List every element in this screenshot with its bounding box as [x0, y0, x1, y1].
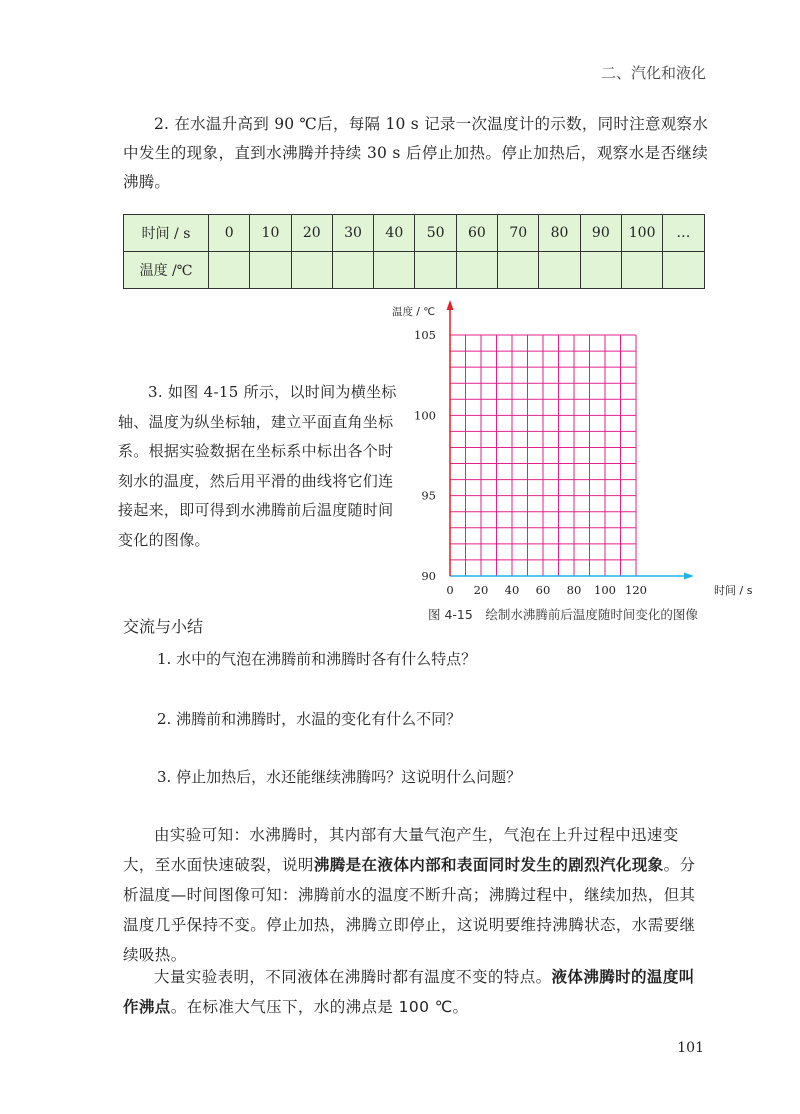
table-cell-time: 50 [415, 215, 456, 252]
x-tick-label: 0 [446, 583, 454, 597]
table-cell-time: 0 [209, 215, 250, 252]
boiling-definition: 沸腾是在液体内部和表面同时发生的剧烈汽化现象 [313, 856, 664, 874]
y-tick-label: 105 [414, 328, 436, 342]
table-cell-time: … [663, 215, 704, 252]
figure-caption: 图 4-15 绘制水沸腾前后温度随时间变化的图像 [428, 607, 698, 622]
table-cell-empty [250, 252, 291, 289]
table-row-time [124, 215, 705, 252]
x-tick-label: 40 [504, 583, 520, 597]
table-cell-time: 100 [621, 215, 662, 252]
data-table [123, 214, 705, 289]
conclusion-text: 由实验可知：水沸腾时，其内部有大量气泡产生，气泡在上升过程中迅速变大，至水面快速破裂，说明 [123, 826, 679, 874]
table-cell-time: 30 [332, 215, 373, 252]
table-row-label: 温度 /℃ [124, 252, 209, 289]
table-cell-empty [209, 252, 250, 289]
final-text: 。在标准大气压下，水的沸点是 100 ℃。 [170, 998, 469, 1016]
page-number: 101 [677, 1040, 704, 1056]
table-cell-time: 40 [374, 215, 415, 252]
x-tick-label: 60 [535, 583, 551, 597]
table-row-label: 时间 / s [124, 215, 209, 252]
y-axis-arrow [447, 300, 454, 310]
chart-labels [392, 305, 753, 597]
x-axis-title: 时间 / s [714, 584, 753, 597]
table-cell-empty [663, 252, 704, 289]
conclusion-text: 。分析温度—时间图像可知：沸腾前水的温度不断升高；沸腾过程中，继续加热，但其温度几乎保持不变。停止加热，沸腾立即停止，这说明要维持沸腾状态，水需要继续吸热。 [123, 856, 696, 964]
question-2: 2. 沸腾前和沸腾时，水温的变化有什么不同？ [157, 710, 462, 728]
table-cell-empty [291, 252, 332, 289]
table-cell-time: 20 [291, 215, 332, 252]
section-title: 交流与小结 [123, 617, 204, 636]
table-cell-empty [498, 252, 539, 289]
table-cell-time: 60 [456, 215, 497, 252]
chart-axes [447, 300, 695, 580]
final-paragraph [123, 962, 708, 1022]
step3-paragraph: 3. 如图 4-15 所示，以时间为横坐标轴、温度为纵坐标轴，建立平面直角坐标系。根据实验数据在坐标系中标出各个时刻水的温度，然后用平滑的曲线将它们连接起来，即可得到水沸腾前后温度随时间变化的图像。 [118, 383, 397, 549]
table-cell-empty [539, 252, 580, 289]
y-tick-label: 100 [414, 408, 436, 423]
header-title: 二、汽化和液化 [600, 64, 706, 82]
table-cell-empty [415, 252, 456, 289]
boiling-point-definition: 液体沸腾时的温度叫作沸点 [123, 968, 695, 1016]
question-3: 3. 停止加热后，水还能继续沸腾吗？这说明什么问题？ [157, 768, 522, 786]
table-cell-empty [456, 252, 497, 289]
table-cell-time: 70 [498, 215, 539, 252]
x-tick-label: 100 [594, 583, 616, 597]
table-cell-empty [332, 252, 373, 289]
table-cell-time: 90 [580, 215, 621, 252]
x-axis-arrow [684, 573, 694, 580]
y-tick-label: 90 [421, 569, 436, 583]
chart-grid [450, 335, 636, 576]
step2-paragraph: 2. 在水温升高到 90 ℃后，每隔 10 s 记录一次温度计的示数，同时注意观察水中发生的现象，直到水沸腾并持续 30 s 后停止加热。停止加热后，观察水是否继续沸腾。 [123, 115, 708, 191]
table-row-temperature [124, 252, 705, 289]
y-axis-title: 温度 / ℃ [392, 306, 436, 318]
table-cell-time: 10 [250, 215, 291, 252]
table-cell-empty [621, 252, 662, 289]
table-cell-time: 80 [539, 215, 580, 252]
y-tick-label: 95 [421, 488, 436, 503]
x-tick-label: 20 [473, 583, 489, 597]
x-tick-label: 120 [625, 583, 647, 597]
temperature-time-chart [370, 298, 753, 603]
question-1: 1. 水中的气泡在沸腾前和沸腾时各有什么特点？ [157, 650, 477, 668]
x-tick-label: 80 [566, 583, 582, 597]
conclusion-paragraph [123, 820, 708, 970]
table-cell-empty [374, 252, 415, 289]
table-cell-empty [580, 252, 621, 289]
final-text: 大量实验表明，不同液体在沸腾时都有温度不变的特点。 [154, 968, 552, 986]
